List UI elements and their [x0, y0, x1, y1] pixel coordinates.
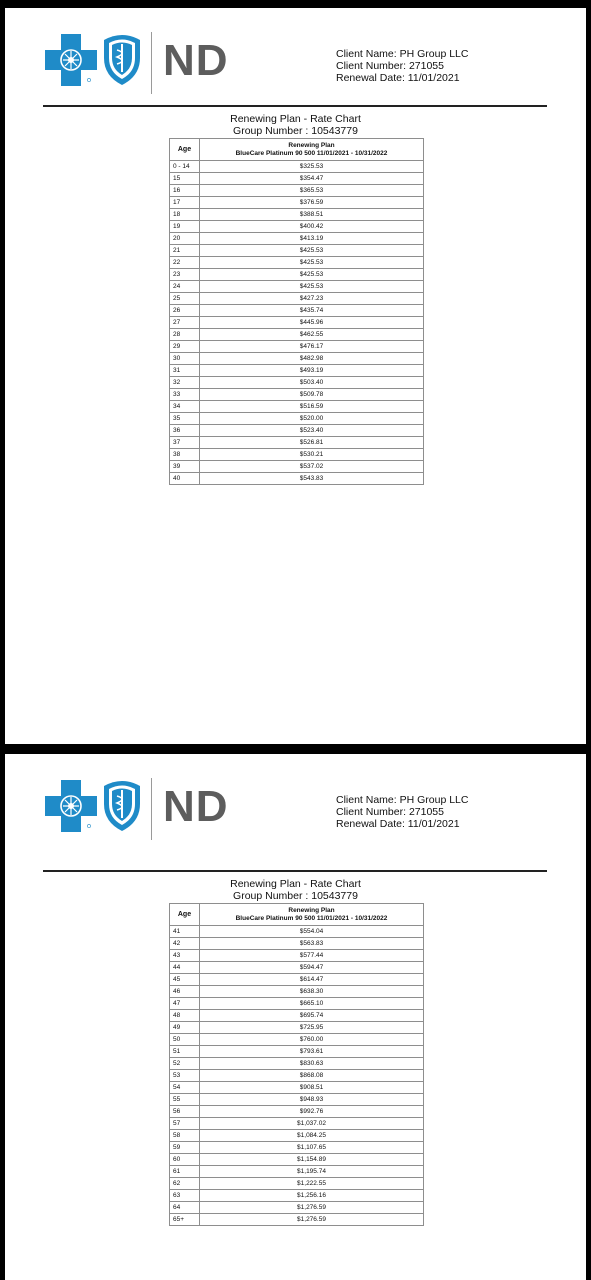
document-page-1: [5, 8, 586, 744]
age-cell: 60: [170, 1154, 200, 1166]
rate-cell: $594.47: [200, 962, 424, 974]
age-cell: 35: [170, 413, 200, 425]
rate-cell: $509.78: [200, 389, 424, 401]
age-cell: 50: [170, 1034, 200, 1046]
age-cell: 41: [170, 926, 200, 938]
header-rule: [43, 105, 547, 107]
renewal-date: Renewal Date: 11/01/2021: [336, 72, 460, 84]
age-header: Age: [170, 139, 200, 161]
rate-cell: $1,154.89: [200, 1154, 424, 1166]
rate-table-page-1: [169, 138, 424, 485]
age-cell: 58: [170, 1130, 200, 1142]
age-cell: 25: [170, 293, 200, 305]
logo-divider: [151, 32, 152, 94]
table-row: [170, 974, 424, 986]
table-row: [170, 1082, 424, 1094]
rate-cell: $462.55: [200, 329, 424, 341]
rate-cell: $503.40: [200, 377, 424, 389]
age-cell: 27: [170, 317, 200, 329]
age-cell: 18: [170, 209, 200, 221]
chart-title: Renewing Plan - Rate Chart: [230, 878, 361, 890]
age-cell: 38: [170, 449, 200, 461]
rate-cell: $1,195.74: [200, 1166, 424, 1178]
table-row: [170, 1010, 424, 1022]
rate-cell: $493.19: [200, 365, 424, 377]
rate-cell: $413.19: [200, 233, 424, 245]
header-rule: [43, 870, 547, 872]
rate-cell: $427.23: [200, 293, 424, 305]
table-row: [170, 962, 424, 974]
rate-cell: $725.95: [200, 1022, 424, 1034]
table-row: [170, 1154, 424, 1166]
table-row: [170, 293, 424, 305]
age-cell: 29: [170, 341, 200, 353]
rate-cell: $563.83: [200, 938, 424, 950]
rate-cell: $992.76: [200, 1106, 424, 1118]
rate-cell: $425.53: [200, 245, 424, 257]
table-row: [170, 1022, 424, 1034]
table-row: [170, 425, 424, 437]
table-row: [170, 353, 424, 365]
rate-cell: $526.81: [200, 437, 424, 449]
rate-cell: $1,222.55: [200, 1178, 424, 1190]
table-row: [170, 377, 424, 389]
table-row: [170, 437, 424, 449]
age-cell: 28: [170, 329, 200, 341]
table-row: [170, 1166, 424, 1178]
rate-cell: $325.53: [200, 161, 424, 173]
age-cell: 17: [170, 197, 200, 209]
age-cell: 37: [170, 437, 200, 449]
rate-cell: $376.59: [200, 197, 424, 209]
age-cell: 63: [170, 1190, 200, 1202]
rate-cell: $868.08: [200, 1070, 424, 1082]
table-row: [170, 173, 424, 185]
table-row: [170, 1046, 424, 1058]
rate-cell: $908.51: [200, 1082, 424, 1094]
age-cell: 53: [170, 1070, 200, 1082]
plan-header-title: Renewing Plan: [288, 906, 335, 914]
rate-cell: $1,276.59: [200, 1202, 424, 1214]
age-cell: 59: [170, 1142, 200, 1154]
rate-cell: $638.30: [200, 986, 424, 998]
rate-cell: $435.74: [200, 305, 424, 317]
document-page-2: [5, 754, 586, 1280]
age-cell: 0 - 14: [170, 161, 200, 173]
chart-titles: [169, 113, 422, 137]
rate-cell: $543.83: [200, 473, 424, 485]
rate-cell: $482.98: [200, 353, 424, 365]
table-row: [170, 461, 424, 473]
rate-cell: $516.59: [200, 401, 424, 413]
age-cell: 61: [170, 1166, 200, 1178]
group-number: Group Number : 10543779: [233, 890, 358, 902]
age-cell: 30: [170, 353, 200, 365]
client-number: Client Number: 271055: [336, 806, 444, 818]
age-cell: 44: [170, 962, 200, 974]
rate-cell: $830.63: [200, 1058, 424, 1070]
table-row: [170, 1178, 424, 1190]
table-row: [170, 1070, 424, 1082]
table-row: [170, 305, 424, 317]
rate-cell: $445.96: [200, 317, 424, 329]
age-cell: 45: [170, 974, 200, 986]
chart-titles: [169, 878, 422, 902]
table-row: [170, 1214, 424, 1226]
age-cell: 43: [170, 950, 200, 962]
table-row: [170, 197, 424, 209]
age-cell: 52: [170, 1058, 200, 1070]
table-row: [170, 257, 424, 269]
rate-cell: $523.40: [200, 425, 424, 437]
rate-cell: $614.47: [200, 974, 424, 986]
table-row: [170, 1034, 424, 1046]
table-row: [170, 209, 424, 221]
table-row: [170, 413, 424, 425]
table-row: [170, 365, 424, 377]
table-row: [170, 341, 424, 353]
plan-header-title: Renewing Plan: [288, 141, 335, 149]
table-row: [170, 950, 424, 962]
plan-header-detail: BlueCare Platinum 90 500 11/01/2021 - 10/31/2022: [235, 914, 388, 922]
age-cell: 32: [170, 377, 200, 389]
table-row: [170, 281, 424, 293]
rate-cell: $760.00: [200, 1034, 424, 1046]
client-name: Client Name: PH Group LLC: [336, 794, 469, 806]
age-cell: 19: [170, 221, 200, 233]
table-row: [170, 986, 424, 998]
rate-cell: $577.44: [200, 950, 424, 962]
age-cell: 20: [170, 233, 200, 245]
rate-cell: $400.42: [200, 221, 424, 233]
age-cell: 54: [170, 1082, 200, 1094]
rate-cell: $520.00: [200, 413, 424, 425]
table-row: [170, 269, 424, 281]
rate-cell: $476.17: [200, 341, 424, 353]
client-info: [336, 48, 468, 84]
rate-cell: $1,037.02: [200, 1118, 424, 1130]
plan-header: [200, 904, 424, 926]
state-logo-text: ND: [163, 782, 229, 831]
age-cell: 42: [170, 938, 200, 950]
age-cell: 34: [170, 401, 200, 413]
client-name: Client Name: PH Group LLC: [336, 48, 469, 60]
table-row: [170, 317, 424, 329]
age-cell: 65+: [170, 1214, 200, 1226]
rate-cell: $425.53: [200, 269, 424, 281]
table-row: [170, 998, 424, 1010]
rate-cell: $425.53: [200, 257, 424, 269]
table-row: [170, 1202, 424, 1214]
rate-cell: $1,107.65: [200, 1142, 424, 1154]
table-row: [170, 1142, 424, 1154]
client-info: [336, 794, 468, 830]
age-cell: 64: [170, 1202, 200, 1214]
client-number: Client Number: 271055: [336, 60, 444, 72]
table-row: [170, 473, 424, 485]
rate-cell: $530.21: [200, 449, 424, 461]
plan-header: [200, 139, 424, 161]
age-header: Age: [170, 904, 200, 926]
age-cell: 55: [170, 1094, 200, 1106]
table-row: [170, 161, 424, 173]
table-row: [170, 185, 424, 197]
age-cell: 23: [170, 269, 200, 281]
age-cell: 57: [170, 1118, 200, 1130]
rate-table-page-2: [169, 903, 424, 1226]
age-cell: 22: [170, 257, 200, 269]
blue-cross-icon: [45, 34, 97, 86]
blue-shield-icon: [100, 778, 144, 832]
age-cell: 21: [170, 245, 200, 257]
rate-cell: $554.04: [200, 926, 424, 938]
rate-cell: $948.93: [200, 1094, 424, 1106]
age-cell: 16: [170, 185, 200, 197]
rate-cell: $695.74: [200, 1010, 424, 1022]
table-row: [170, 233, 424, 245]
rate-cell: $354.47: [200, 173, 424, 185]
age-cell: 62: [170, 1178, 200, 1190]
logo-divider: [151, 778, 152, 840]
age-cell: 51: [170, 1046, 200, 1058]
table-row: [170, 1094, 424, 1106]
table-row: [170, 389, 424, 401]
rate-cell: $425.53: [200, 281, 424, 293]
renewal-date: Renewal Date: 11/01/2021: [336, 818, 460, 830]
age-cell: 46: [170, 986, 200, 998]
rate-cell: $1,276.59: [200, 1214, 424, 1226]
rate-cell: $365.53: [200, 185, 424, 197]
table-row: [170, 1190, 424, 1202]
table-row: [170, 926, 424, 938]
age-cell: 31: [170, 365, 200, 377]
table-row: [170, 221, 424, 233]
rate-cell: $388.51: [200, 209, 424, 221]
age-cell: 24: [170, 281, 200, 293]
rate-cell: $537.02: [200, 461, 424, 473]
table-row: [170, 449, 424, 461]
table-row: [170, 329, 424, 341]
table-row: [170, 1106, 424, 1118]
blue-cross-icon: [45, 780, 97, 832]
table-row: [170, 1130, 424, 1142]
rate-cell: $665.10: [200, 998, 424, 1010]
age-cell: 36: [170, 425, 200, 437]
table-row: [170, 401, 424, 413]
table-row: [170, 1118, 424, 1130]
rate-cell: $1,084.25: [200, 1130, 424, 1142]
age-cell: 48: [170, 1010, 200, 1022]
plan-header-detail: BlueCare Platinum 90 500 11/01/2021 - 10/31/2022: [235, 149, 388, 157]
age-cell: 47: [170, 998, 200, 1010]
age-cell: 26: [170, 305, 200, 317]
age-cell: 40: [170, 473, 200, 485]
blue-shield-icon: [100, 32, 144, 86]
chart-title: Renewing Plan - Rate Chart: [230, 113, 361, 125]
age-cell: 49: [170, 1022, 200, 1034]
state-logo-text: ND: [163, 36, 229, 85]
table-row: [170, 938, 424, 950]
age-cell: 15: [170, 173, 200, 185]
rate-cell: $1,256.16: [200, 1190, 424, 1202]
group-number: Group Number : 10543779: [233, 125, 358, 137]
table-row: [170, 245, 424, 257]
age-cell: 56: [170, 1106, 200, 1118]
table-row: [170, 1058, 424, 1070]
rate-cell: $793.61: [200, 1046, 424, 1058]
age-cell: 33: [170, 389, 200, 401]
age-cell: 39: [170, 461, 200, 473]
